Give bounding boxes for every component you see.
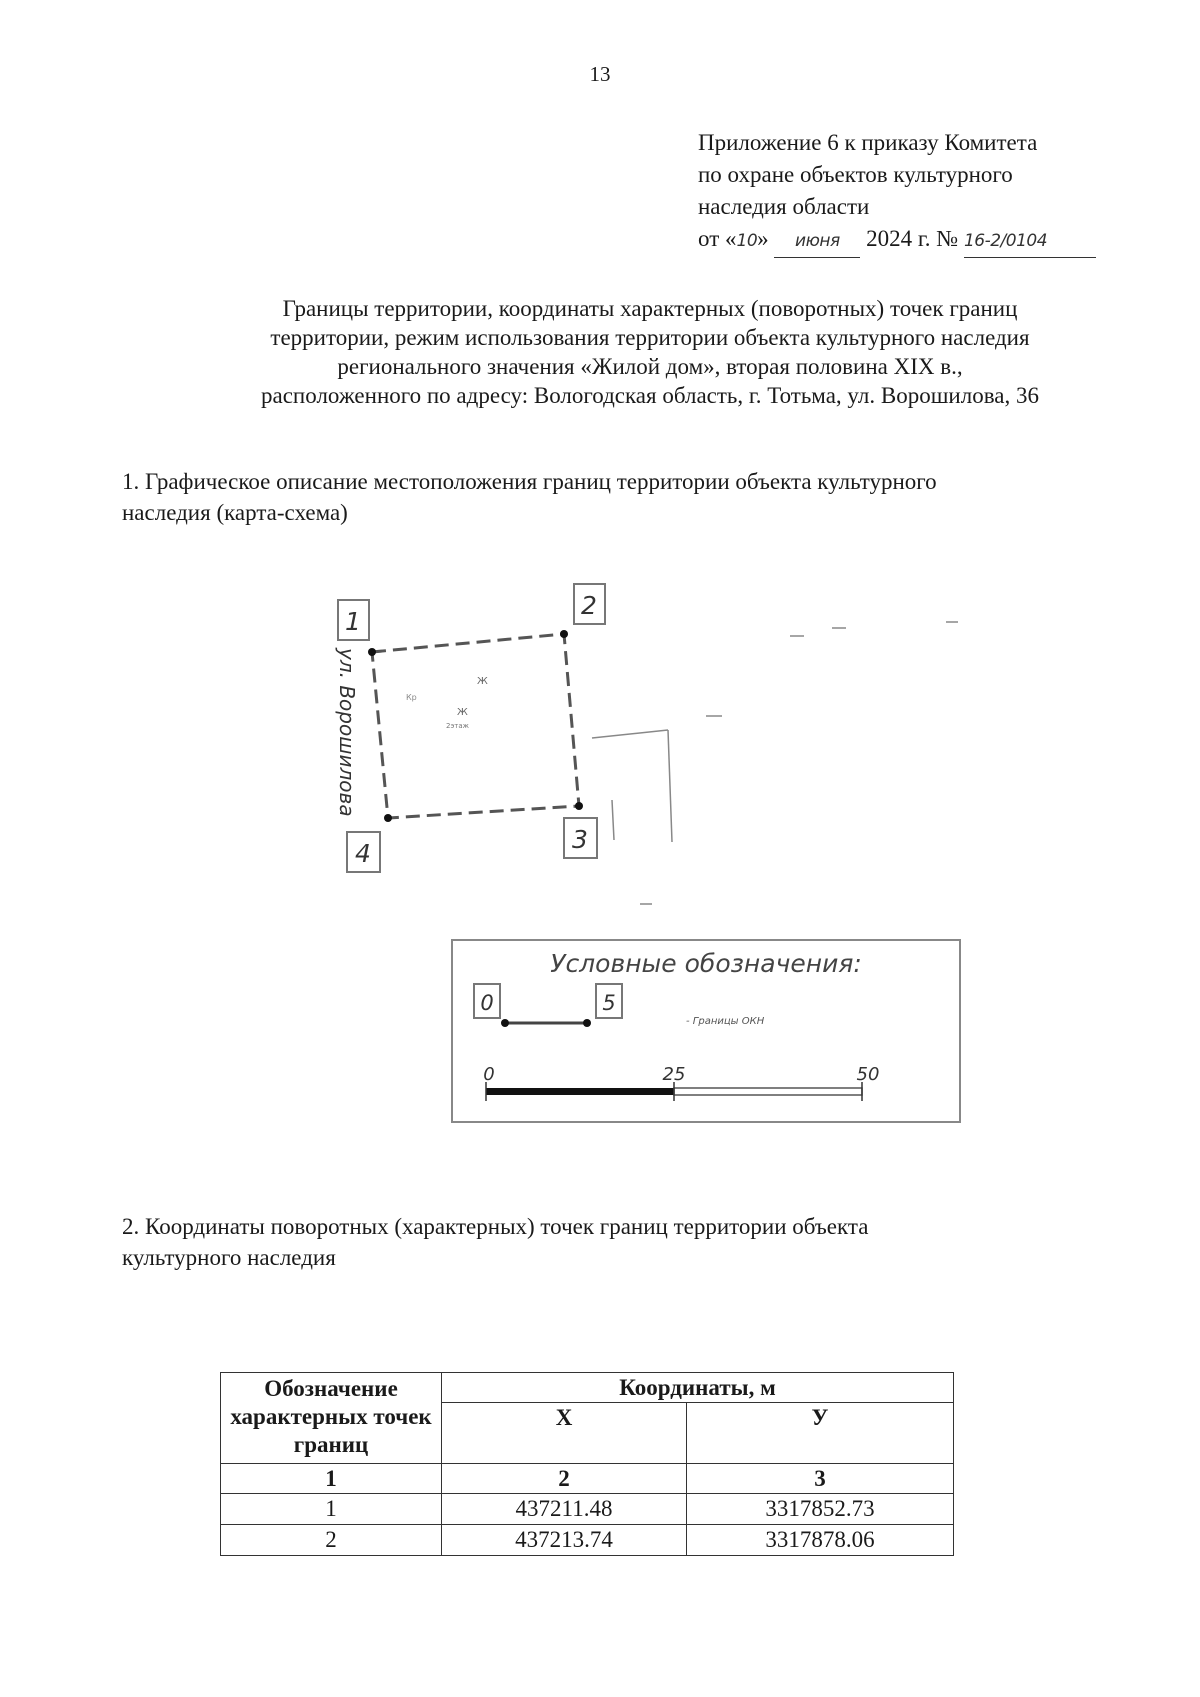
title-line-4: расположенного по адресу: Вологодская область, г. Тотьма, ул. Ворошилова, 36 <box>261 383 1039 408</box>
legend-title: Условные обозначения: <box>550 949 862 978</box>
row-x: 437211.48 <box>442 1494 687 1525</box>
building-label-2: Ж <box>457 707 468 718</box>
header-y: У <box>687 1403 954 1464</box>
appendix-line-2: по охране объектов культурного <box>698 162 1013 187</box>
legend-boundary-label: - Границы ОКН <box>686 1016 765 1027</box>
scale-label-25: 25 <box>662 1064 686 1085</box>
scale-label-50: 50 <box>856 1064 880 1085</box>
okn-boundary <box>372 634 579 818</box>
legend-sample-point-start <box>501 1019 509 1027</box>
point-label-3: 3 <box>572 825 588 854</box>
header-coordinates: Координаты, м <box>442 1373 954 1403</box>
date-prefix: от « <box>698 226 737 251</box>
title-line-2: территории, режим использования территории объекта культурного наследия <box>270 325 1030 350</box>
header-designation: Обозначение характерных точек границ <box>221 1373 442 1464</box>
legend-sample-point-end <box>583 1019 591 1027</box>
legend-sample-end: 5 <box>602 991 616 1015</box>
section-2-line-2: культурного наследия <box>122 1245 336 1270</box>
date-day-close: » <box>757 226 769 251</box>
table-row <box>221 1494 954 1525</box>
section-2-heading <box>122 1211 1182 1273</box>
row-y: 3317852.73 <box>687 1494 954 1525</box>
row-x: 437213.74 <box>442 1525 687 1556</box>
column-number-2: 2 <box>442 1464 687 1494</box>
date-month: июня <box>774 225 860 258</box>
row-y: 3317878.06 <box>687 1525 954 1556</box>
section-1-line-2: наследия (карта-схема) <box>122 500 348 525</box>
legend-sample-start: 0 <box>480 991 494 1015</box>
background-fragments <box>592 622 958 904</box>
boundary-point-4-marker <box>384 814 392 822</box>
scale-bar-empty <box>674 1088 862 1095</box>
coordinates-table <box>220 1372 954 1556</box>
title-line-1: Границы территории, координаты характерных (поворотных) точек границ <box>282 296 1018 321</box>
column-number-1: 1 <box>221 1464 442 1494</box>
street-label: ул. Ворошилова <box>335 648 359 817</box>
scale-label-0: 0 <box>483 1064 495 1085</box>
map-legend <box>452 940 960 1122</box>
page-number: 13 <box>589 62 611 86</box>
boundary-point-1-marker <box>368 648 376 656</box>
point-label-2: 2 <box>581 591 597 620</box>
title-line-3: регионального значения «Жилой дом», вторая половина XIX в., <box>337 354 963 379</box>
appendix-line-1: Приложение 6 к приказу Комитета <box>698 130 1038 155</box>
date-day: 10 <box>736 231 758 251</box>
order-number: 16-2/0104 <box>964 225 1096 258</box>
section-2-line-1: 2. Координаты поворотных (характерных) точек границ территории объекта <box>122 1214 869 1239</box>
boundary-point-3-marker <box>575 802 583 810</box>
table-row <box>221 1525 954 1556</box>
column-number-3: 3 <box>687 1464 954 1494</box>
building-label-1: Ж <box>477 676 488 687</box>
side-label: Кр <box>406 693 417 702</box>
header-x: X <box>442 1403 687 1464</box>
building-floors-label: 2этаж <box>446 722 469 730</box>
point-label-4: 4 <box>355 839 371 868</box>
row-point: 2 <box>221 1525 442 1556</box>
scale-bar-filled <box>486 1088 674 1095</box>
date-year: 2024 г. № <box>866 226 959 251</box>
appendix-line-3: наследия области <box>698 194 870 219</box>
point-label-1: 1 <box>345 607 361 636</box>
row-point: 1 <box>221 1494 442 1525</box>
boundary-point-2-marker <box>560 630 568 638</box>
column-number-row <box>221 1464 954 1494</box>
section-1-line-1: 1. Графическое описание местоположения границ территории объекта культурного <box>122 469 937 494</box>
